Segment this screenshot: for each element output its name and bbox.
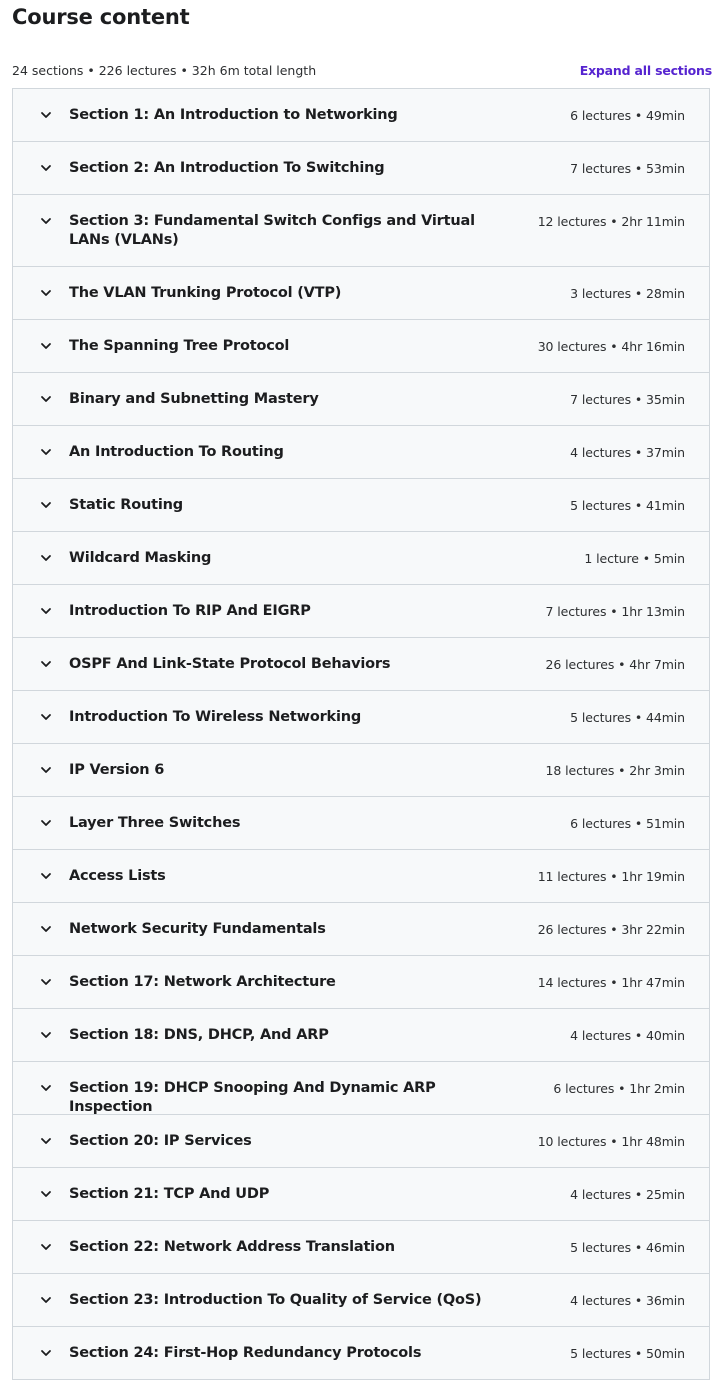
section-meta: 30 lectures • 4hr 16min (537, 339, 685, 354)
section-meta: 5 lectures • 46min (570, 1240, 685, 1255)
section-title: Section 22: Network Address Translation (69, 1239, 395, 1255)
section-title: Access Lists (69, 868, 166, 884)
section-row[interactable] (13, 797, 709, 850)
section-row[interactable] (13, 850, 709, 903)
section-title: Section 23: Introduction To Quality of Service (QoS) (69, 1292, 482, 1308)
chevron-down-icon (40, 1188, 52, 1200)
section-title: Section 2: An Introduction To Switching (69, 160, 385, 176)
chevron-down-icon (40, 711, 52, 723)
section-meta: 4 lectures • 37min (570, 445, 685, 460)
section-title: Introduction To Wireless Networking (69, 709, 362, 725)
section-row[interactable] (13, 1009, 709, 1062)
expand-all-sections-button[interactable]: Expand all sections (579, 62, 712, 78)
chevron-down-icon (40, 1135, 52, 1147)
chevron-down-icon (40, 605, 52, 617)
chevron-down-icon (40, 446, 52, 458)
section-title: Section 1: An Introduction to Networking (69, 107, 398, 123)
section-title: Section 24: First-Hop Redundancy Protocols (69, 1345, 422, 1361)
chevron-down-icon (40, 393, 52, 405)
section-meta: 7 lectures • 53min (570, 161, 685, 176)
chevron-down-icon (40, 870, 52, 882)
section-row[interactable] (13, 691, 709, 744)
section-title: Section 19: DHCP Snooping And Dynamic ARP Inspection (69, 1080, 436, 1115)
chevron-down-icon (40, 764, 52, 776)
chevron-down-icon (40, 552, 52, 564)
section-meta: 18 lectures • 2hr 3min (545, 763, 685, 778)
section-meta: 3 lectures • 28min (570, 286, 685, 301)
chevron-down-icon (40, 1029, 52, 1041)
chevron-down-icon (40, 162, 52, 174)
section-title: Section 21: TCP And UDP (69, 1186, 270, 1202)
section-meta: 6 lectures • 51min (570, 816, 685, 831)
course-summary: 24 sections • 226 lectures • 32h 6m total length (12, 62, 317, 78)
section-meta: 6 lectures • 1hr 2min (553, 1081, 685, 1096)
section-row[interactable] (13, 195, 709, 267)
section-title: Introduction To RIP And EIGRP (69, 603, 311, 619)
section-title: The VLAN Trunking Protocol (VTP) (69, 285, 342, 301)
section-row[interactable] (13, 89, 709, 142)
section-title: Network Security Fundamentals (69, 921, 326, 937)
section-row[interactable] (13, 744, 709, 797)
section-meta: 11 lectures • 1hr 19min (537, 869, 685, 884)
section-meta: 1 lecture • 5min (584, 551, 685, 566)
section-row[interactable] (13, 267, 709, 320)
chevron-down-icon (40, 109, 52, 121)
section-row[interactable] (13, 1115, 709, 1168)
section-meta: 10 lectures • 1hr 48min (537, 1134, 685, 1149)
section-meta: 26 lectures • 3hr 22min (537, 922, 685, 937)
course-summary-row (12, 59, 712, 81)
section-meta: 6 lectures • 49min (570, 108, 685, 123)
section-title: Binary and Subnetting Mastery (69, 391, 319, 407)
section-title: The Spanning Tree Protocol (69, 338, 290, 354)
section-title: Section 18: DNS, DHCP, And ARP (69, 1027, 329, 1043)
section-title: IP Version 6 (69, 762, 165, 778)
section-row[interactable] (13, 1062, 709, 1115)
chevron-down-icon (40, 499, 52, 511)
section-title: OSPF And Link-State Protocol Behaviors (69, 656, 391, 672)
page-title: Course content (12, 5, 190, 29)
section-meta: 26 lectures • 4hr 7min (545, 657, 685, 672)
section-title: An Introduction To Routing (69, 444, 284, 460)
chevron-down-icon (40, 1347, 52, 1359)
section-meta: 12 lectures • 2hr 11min (537, 214, 685, 229)
section-meta: 4 lectures • 36min (570, 1293, 685, 1308)
section-meta: 5 lectures • 50min (570, 1346, 685, 1361)
chevron-down-icon (40, 1294, 52, 1306)
section-row[interactable] (13, 320, 709, 373)
section-meta: 4 lectures • 40min (570, 1028, 685, 1043)
chevron-down-icon (40, 1082, 52, 1094)
section-title: Wildcard Masking (69, 550, 212, 566)
section-meta: 4 lectures • 25min (570, 1187, 685, 1202)
section-row[interactable] (13, 479, 709, 532)
chevron-down-icon (40, 658, 52, 670)
section-row[interactable] (13, 1327, 709, 1380)
section-row[interactable] (13, 638, 709, 691)
section-title: Section 17: Network Architecture (69, 974, 336, 990)
section-row[interactable] (13, 585, 709, 638)
section-meta: 14 lectures • 1hr 47min (537, 975, 685, 990)
section-meta: 5 lectures • 44min (570, 710, 685, 725)
chevron-down-icon (40, 817, 52, 829)
section-row[interactable] (13, 142, 709, 195)
section-row[interactable] (13, 1168, 709, 1221)
section-meta: 5 lectures • 41min (570, 498, 685, 513)
section-row[interactable] (13, 956, 709, 1009)
section-row[interactable] (13, 1221, 709, 1274)
section-row[interactable] (13, 903, 709, 956)
section-title: Section 3: Fundamental Switch Configs and Virtual LANs (VLANs) (69, 213, 475, 248)
chevron-down-icon (40, 923, 52, 935)
chevron-down-icon (40, 1241, 52, 1253)
sections-list (12, 88, 710, 1380)
section-row[interactable] (13, 373, 709, 426)
section-meta: 7 lectures • 35min (570, 392, 685, 407)
section-row[interactable] (13, 426, 709, 479)
chevron-down-icon (40, 340, 52, 352)
section-row[interactable] (13, 532, 709, 585)
section-meta: 7 lectures • 1hr 13min (545, 604, 685, 619)
chevron-down-icon (40, 976, 52, 988)
section-title: Layer Three Switches (69, 815, 241, 831)
chevron-down-icon (40, 215, 52, 227)
section-title: Section 20: IP Services (69, 1133, 252, 1149)
section-title: Static Routing (69, 497, 183, 513)
chevron-down-icon (40, 287, 52, 299)
section-row[interactable] (13, 1274, 709, 1327)
